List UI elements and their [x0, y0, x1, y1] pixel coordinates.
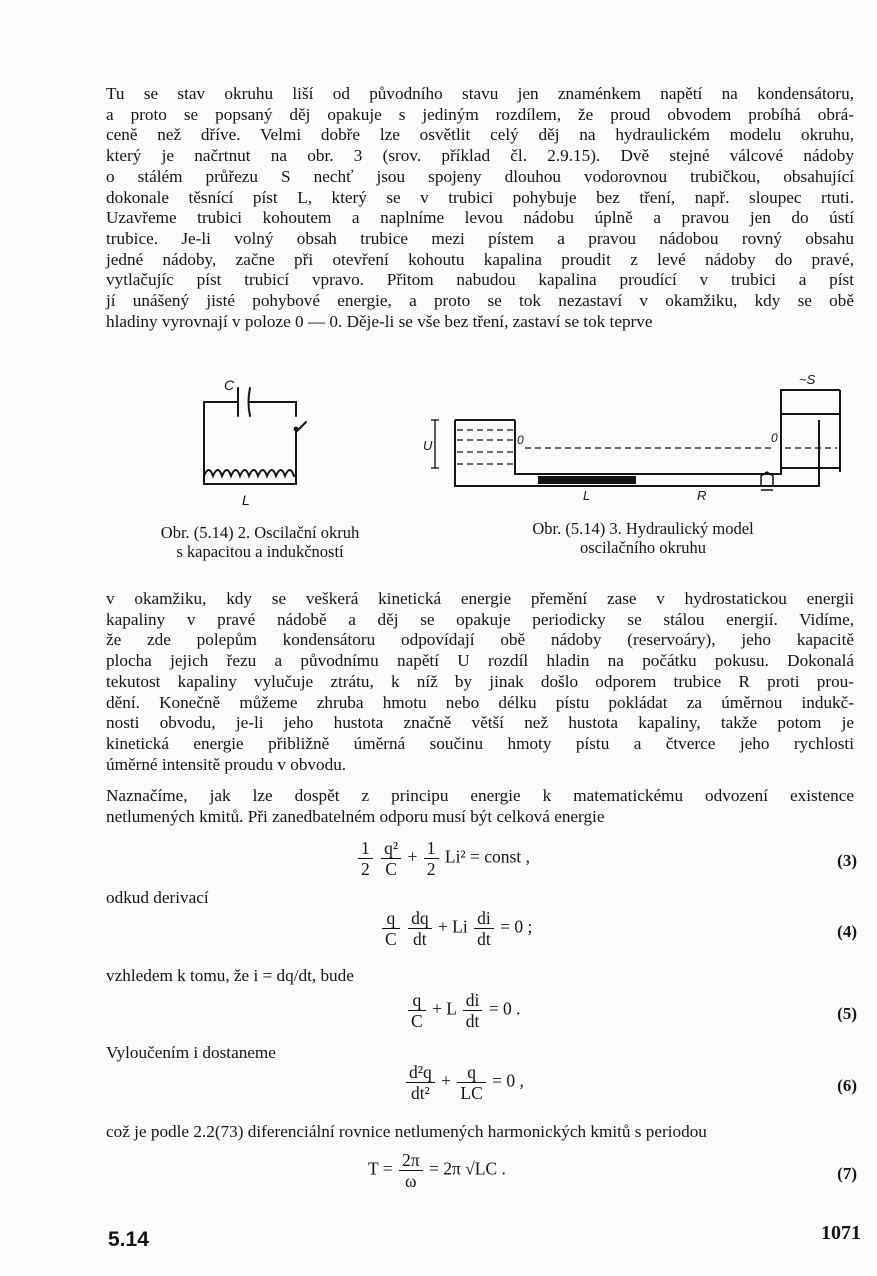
text-line: dění. Konečně můžeme zhruba hmotu nebo délku pístu pokládat za úměrnou indukč- — [106, 692, 854, 712]
text-line: že zde polepům kondensátoru odpovídají obě nádoby (reservoáry), jeho kapacitě — [106, 630, 854, 650]
label-u: U — [423, 438, 433, 453]
text-line: který je načrtnut na obr. 3 (srov. příklad čl. 2.9.15). Dvě stejné válcové nádoby — [106, 146, 854, 166]
equation-7-number: (7) — [837, 1164, 857, 1183]
text-line: netlumených kmitů. Při zanedbatelném odporu musí být celková energie — [106, 806, 605, 826]
label-zero-right: 0 — [771, 431, 778, 445]
figure-3-caption: Obr. (5.14) 3. Hydraulický model oscilačního okruhu — [532, 519, 754, 557]
paragraph-3 — [106, 786, 854, 827]
equation-5: $\frac{q}{C}$ + L $\frac{di}{dt}$ = 0 . — [406, 990, 520, 1031]
equation-5-number: (5) — [837, 1004, 857, 1023]
label-l: L — [242, 492, 250, 508]
inductor-coil — [204, 470, 296, 484]
switch-contact — [294, 427, 299, 432]
text-line: hladiny vyrovnají v poloze 0 — 0. Děje-li se vše bez tření, zastaví se tok teprve — [106, 311, 653, 331]
text-line: jí unášený jisté pohybové energie, a proto se tok nezastaví v okamžiku, kdy se obě — [106, 291, 854, 311]
text-line: kinetická energie přibližně úměrná součinu hmoty pístu a čtverce jeho rychlosti — [106, 733, 854, 753]
equation-3-number: (3) — [837, 851, 857, 870]
text-line: nosti obvodu, je-li jeho hustota značně větší než hustota kapaliny, takže potom je — [106, 713, 854, 733]
text-line: a proto se popsaný děj opakuje s jediným rozdílem, že proud obvodem probíhá obrá- — [106, 104, 854, 124]
label-r: R — [697, 488, 707, 502]
label-zero-left: 0 — [517, 433, 524, 447]
equation-3: $\frac{1}{2}$ $\frac{\text{q²}}{C}$ + $\frac{1}{2}$ Li² = const , — [356, 838, 530, 879]
text-after-eq5: Vyloučením i dostaneme — [106, 1043, 276, 1062]
text-after-eq6: což je podle 2.2(73) diferenciální rovnice netlumených harmonických kmitů s periodou — [106, 1122, 707, 1141]
equation-4: $\frac{q}{C}$ $\frac{dq}{dt}$ + Li $\frac{di}{dt}$ = 0 ; — [380, 908, 532, 949]
circuit-wire-right — [250, 402, 296, 416]
label-s: ~S — [799, 372, 816, 387]
page-number: 1071 — [821, 1222, 861, 1244]
text-line: vytlačujíc píst trubicí vpravo. Přitom nabudou kapalina proudící v trubici a píst — [106, 270, 854, 290]
label-c: C — [224, 377, 235, 393]
figure-2-caption: Obr. (5.14) 2. Oscilační okruh s kapacitou a indukčností — [160, 523, 360, 561]
text-line: ceně než dříve. Velmi dobře lze osvětlit celý děj na hydraulickém modelu okruhu, — [106, 125, 854, 145]
figure-2-circuit — [190, 372, 320, 512]
text-line: Uzavřeme trubici kohoutem a naplníme levou nádobu úplně a pravou jen do ústí — [106, 208, 854, 228]
text-line: v okamžiku, kdy se veškerá kinetická energie přemění zase v hydrostatickou energii — [106, 589, 854, 608]
text-line: úměrné intensitě proudu v obvodu. — [106, 754, 347, 774]
label-l: L — [583, 488, 591, 502]
equation-4-number: (4) — [837, 922, 857, 941]
section-number: 5.14 — [108, 1228, 149, 1251]
text-line: kapaliny v pravé nádobě a děj se opakuje periodicky se stálou energií. Vidíme, — [106, 609, 854, 629]
paragraph-1 — [106, 84, 854, 332]
text-after-eq4: vzhledem k tomu, že i = dq/dt, bude — [106, 966, 354, 985]
text-line: Tu se stav okruhu liší od původního stavu jen znaménkem napětí na kondensátoru, — [106, 84, 854, 103]
piston — [538, 476, 636, 484]
text-line: jedné nádoby, začne při otevření kohoutu kapalina proudit z levé nádoby do pravé, — [106, 249, 854, 269]
text-after-eq3: odkud derivací — [106, 888, 209, 907]
equation-6: $\frac{\text{d²q}}{\text{dt²}}$ + $\frac{q}{LC}$ = 0 , — [404, 1062, 524, 1103]
text-line: dokonale těsnící píst L, který se v trubici pohybuje bez tření, např. sloupec rtuti. — [106, 187, 854, 207]
equation-6-number: (6) — [837, 1076, 857, 1095]
text-line: trubice. Je-li volný obsah trubice mezi pístem a pravou nádobou rovný obsahu — [106, 228, 854, 248]
text-line: tekutost kapaliny vylučuje ztrátu, k níž by jinak došlo odporem trubice R proti prou- — [106, 671, 854, 691]
equation-7: T = $\frac{2\pi}{\omega}$ = 2π √LC . — [368, 1150, 506, 1191]
text-line: o stálém průřezu S nechť jsou spojeny dlouhou vodorovnou trubičkou, obsahující — [106, 166, 854, 186]
figure-3-hydraulic-model — [405, 372, 855, 502]
pipe-outline — [515, 390, 781, 474]
text-line: plocha jejich řezu a původnímu napětí U rozdíl hladin na počátku pokusu. Dokonalá — [106, 651, 854, 671]
paragraph-2 — [106, 589, 854, 775]
text-line: Naznačíme, jak lze dospět z principu energie k matematickému odvození existence — [106, 786, 854, 805]
